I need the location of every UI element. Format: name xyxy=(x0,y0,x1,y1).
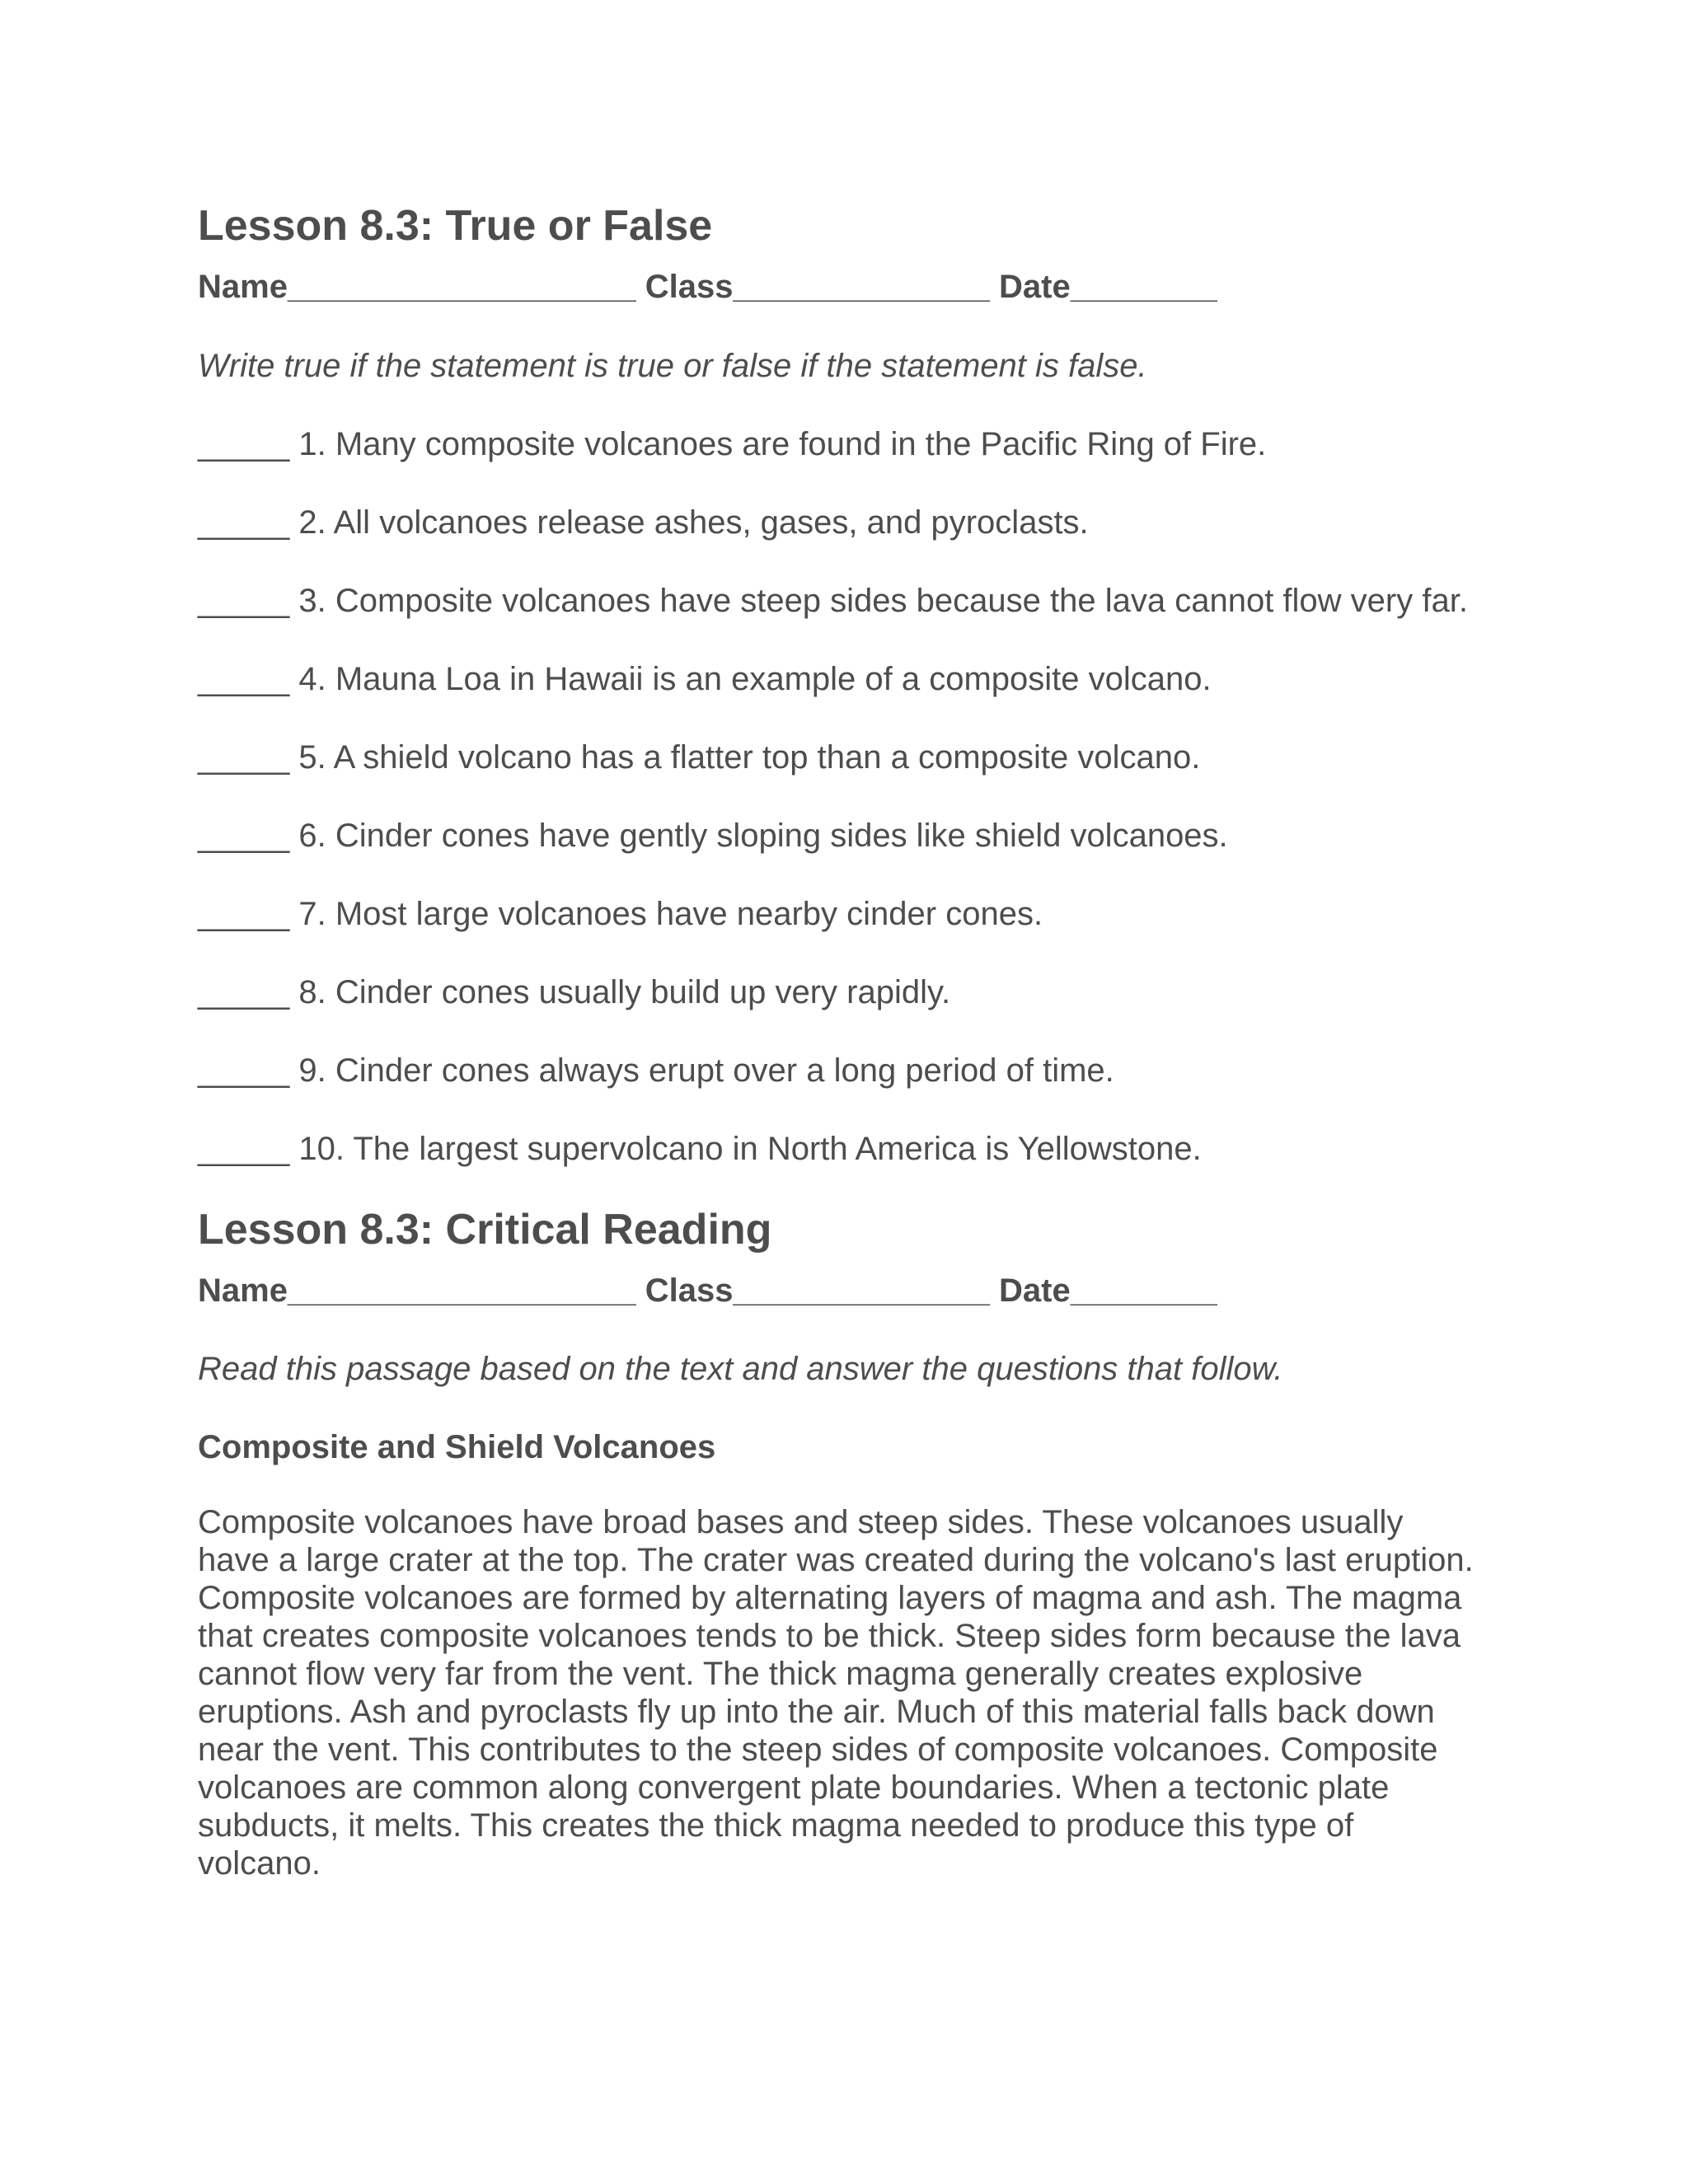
passage-line: eruptions. Ash and pyroclasts fly up into the air. Much of this material falls back down xyxy=(198,1694,1435,1730)
passage-line: near the vent. This contributes to the steep sides of composite volcanoes. Composite xyxy=(198,1732,1438,1768)
question-item: _____ 10. The largest supervolcano in North America is Yellowstone. xyxy=(198,1131,1202,1167)
passage-line: Composite volcanoes are formed by alternating layers of magma and ash. The magma xyxy=(198,1580,1462,1616)
section-title-critical-reading: Lesson 8.3: Critical Reading xyxy=(198,1206,772,1254)
question-item: _____ 7. Most large volcanoes have nearby cinder cones. xyxy=(198,896,1043,932)
passage-heading: Composite and Shield Volcanoes xyxy=(198,1429,716,1465)
question-item: _____ 5. A shield volcano has a flatter top than a composite volcano. xyxy=(198,739,1201,776)
passage-line: have a large crater at the top. The crater was created during the volcano's last eruption. xyxy=(198,1542,1474,1578)
question-item: _____ 6. Cinder cones have gently sloping sides like shield volcanoes. xyxy=(198,818,1228,854)
passage-line: that creates composite volcanoes tends to be thick. Steep sides form because the lava xyxy=(198,1618,1461,1654)
reading-passage xyxy=(198,1503,1484,1882)
name-class-date-line: Name___________________ Class______________ Date________ xyxy=(198,269,1217,305)
question-item: _____ 8. Cinder cones usually build up very rapidly. xyxy=(198,974,951,1010)
question-item: _____ 3. Composite volcanoes have steep sides because the lava cannot flow very far. xyxy=(198,583,1468,619)
question-item: _____ 2. All volcanoes release ashes, gases, and pyroclasts. xyxy=(198,504,1089,541)
question-item: _____ 9. Cinder cones always erupt over a long period of time. xyxy=(198,1052,1114,1089)
question-item: _____ 1. Many composite volcanoes are found in the Pacific Ring of Fire. xyxy=(198,426,1267,462)
section-title-true-false: Lesson 8.3: True or False xyxy=(198,202,713,250)
passage-line: volcano. xyxy=(198,1845,321,1882)
passage-line: subducts, it melts. This creates the thick magma needed to produce this type of xyxy=(198,1807,1354,1844)
passage-line: volcanoes are common along convergent plate boundaries. When a tectonic plate xyxy=(198,1769,1390,1806)
passage-line: cannot flow very far from the vent. The thick magma generally creates explosive xyxy=(198,1656,1363,1692)
question-item: _____ 4. Mauna Loa in Hawaii is an example of a composite volcano. xyxy=(198,661,1212,697)
instructions-text: Write true if the statement is true or false if the statement is false. xyxy=(198,348,1147,384)
passage-line: Composite volcanoes have broad bases and steep sides. These volcanoes usually xyxy=(198,1504,1404,1540)
instructions-text: Read this passage based on the text and answer the questions that follow. xyxy=(198,1351,1283,1387)
name-class-date-line: Name___________________ Class______________ Date________ xyxy=(198,1272,1217,1309)
